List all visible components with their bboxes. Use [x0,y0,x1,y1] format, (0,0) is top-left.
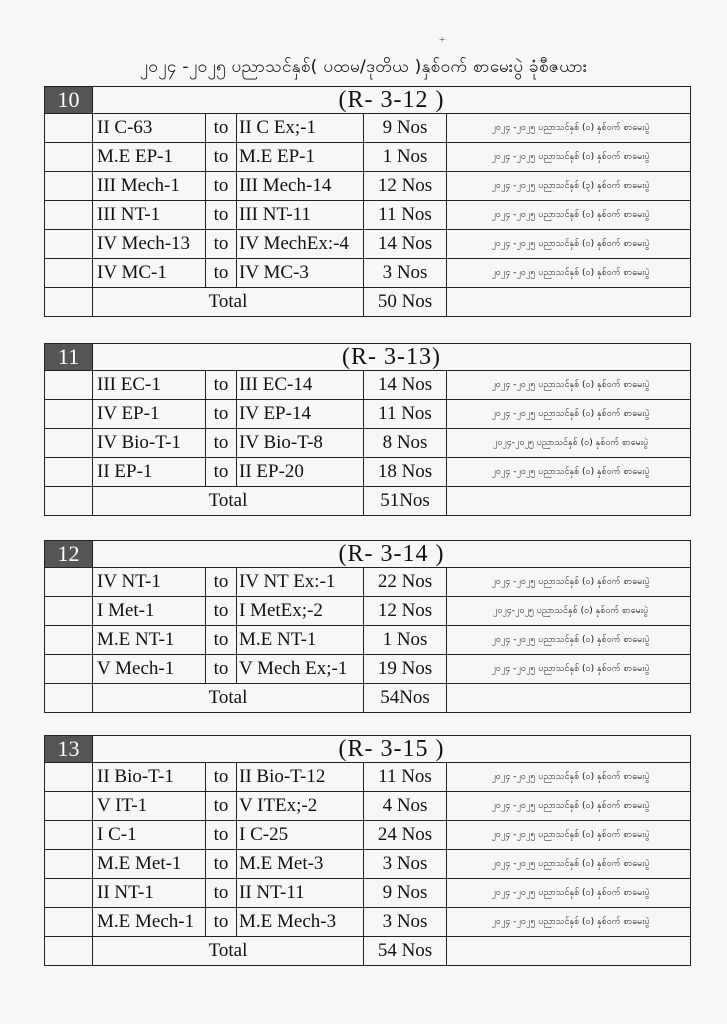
page-title: ၂၀၂၄ -၂၀၂၅ ပညာသင်နှစ်( ပထမ/ဒုတိယ )နှစ်ဝက် စာမေးပွဲ ခုံစီဇယား [139,57,588,77]
table-row [45,371,691,400]
table-row [45,763,691,792]
index-cell [45,172,93,201]
count-cell: 14 Nos [364,230,447,259]
count-cell: 11 Nos [364,763,447,792]
table-row [45,114,691,143]
to-cell: to [206,655,237,684]
roll-end-cell: M.E Mech-3 [237,908,364,937]
roll-end-cell: IV NT Ex:-1 [237,568,364,597]
to-cell: to [206,597,237,626]
index-cell [45,879,93,908]
table-header [45,344,691,371]
seating-table-11 [44,343,691,516]
table-row [45,172,691,201]
count-cell: 11 Nos [364,400,447,429]
table-row [45,568,691,597]
roll-end-cell: V ITEx;-2 [237,792,364,821]
seating-table-13 [44,735,691,966]
roll-end-cell: IV EP-14 [237,400,364,429]
to-cell: to [206,821,237,850]
exam-note-cell: ၂၀၂၄ -၂၀၂၅ ပညာသင်နှစ် (၀) နှစ်ဝက် စာမေးပွဲ [447,458,691,487]
roll-end-cell: III Mech-14 [237,172,364,201]
roll-start-cell: II C-63 [93,114,206,143]
count-cell: 12 Nos [364,172,447,201]
total-row [45,288,691,317]
to-cell: to [206,763,237,792]
total-value: 51Nos [364,487,447,516]
exam-note-cell: ၂၀၂၄ -၂၀၂၅ ပညာသင်နှစ် (၀) နှစ်ဝက် စာမေးပွဲ [447,201,691,230]
roll-end-cell: IV Bio-T-8 [237,429,364,458]
table-row [45,908,691,937]
count-cell: 3 Nos [364,259,447,288]
index-cell [45,201,93,230]
roll-start-cell: IV NT-1 [93,568,206,597]
to-cell: to [206,879,237,908]
roll-start-cell: M.E EP-1 [93,143,206,172]
roll-end-cell: V Mech Ex;-1 [237,655,364,684]
roll-end-cell: II Bio-T-12 [237,763,364,792]
index-cell [45,371,93,400]
count-cell: 22 Nos [364,568,447,597]
count-cell: 18 Nos [364,458,447,487]
exam-note-cell: ၂၀၂၄ -၂၀၂၅ ပညာသင်နှစ် (၀) နှစ်ဝက် စာမေးပွဲ [447,400,691,429]
roll-end-cell: M.E EP-1 [237,143,364,172]
table-row [45,429,691,458]
table-number-badge: 12 [45,541,93,568]
exam-note-cell: ၂၀၂၄ -၂၀၂၅ ပညာသင်နှစ် (၀) နှစ်ဝက် စာမေးပွဲ [447,908,691,937]
index-cell [45,626,93,655]
count-cell: 9 Nos [364,879,447,908]
roll-start-cell: II Bio-T-1 [93,763,206,792]
table-number-badge: 13 [45,736,93,763]
total-label: Total [93,684,364,713]
exam-note-cell: ၂၀၂၄ -၂၀၂၅ ပညာသင်နှစ် (၀) နှစ်ဝက် စာမေးပွဲ [447,371,691,400]
index-cell [45,288,93,317]
index-cell [45,230,93,259]
index-cell [45,487,93,516]
count-cell: 12 Nos [364,597,447,626]
total-value: 54 Nos [364,937,447,966]
exam-note-cell: ၂၀၂၄ -၂၀၂၅ ပညာသင်နှစ် (၀) နှစ်ဝက် စာမေးပွဲ [447,230,691,259]
index-cell [45,763,93,792]
total-value: 54Nos [364,684,447,713]
total-row [45,487,691,516]
to-cell: to [206,908,237,937]
roll-start-cell: IV EP-1 [93,400,206,429]
total-note-cell [447,684,691,713]
exam-note-cell: ၂၀၂၄ -၂၀၂၅ ပညာသင်နှစ် (၀) နှစ်ဝက် စာမေးပွဲ [447,259,691,288]
roll-start-cell: I Met-1 [93,597,206,626]
total-note-cell [447,937,691,966]
count-cell: 3 Nos [364,850,447,879]
count-cell: 3 Nos [364,908,447,937]
exam-note-cell: ၂၀၂၄ -၂၀၂၅ ပညာသင်နှစ် (၀) နှစ်ဝက် စာမေးပွဲ [447,879,691,908]
roll-start-cell: M.E Met-1 [93,850,206,879]
to-cell: to [206,792,237,821]
table-row [45,626,691,655]
count-cell: 14 Nos [364,371,447,400]
table-header [45,87,691,114]
roll-end-cell: M.E Met-3 [237,850,364,879]
exam-note-cell: ၂၀၂၄-၂၀၂၅ ပညာသင်နှစ် (၀) နှစ်ဝက် စာမေးပွဲ [447,597,691,626]
table-row [45,792,691,821]
roll-start-cell: III NT-1 [93,201,206,230]
exam-note-cell: ၂၀၂၄-၂၀၂၅ ပညာသင်နှစ် (၀) နှစ်ဝက် စာမေးပွဲ [447,429,691,458]
count-cell: 19 Nos [364,655,447,684]
count-cell: 4 Nos [364,792,447,821]
roll-end-cell: II NT-11 [237,879,364,908]
index-cell [45,850,93,879]
table-row [45,230,691,259]
table-row [45,850,691,879]
index-cell [45,568,93,597]
index-cell [45,821,93,850]
roll-end-cell: I MetEx;-2 [237,597,364,626]
roll-start-cell: V Mech-1 [93,655,206,684]
exam-note-cell: ၂၀၂၄ -၂၀၂၅ ပညာသင်နှစ် (၀) နှစ်ဝက် စာမေးပွဲ [447,655,691,684]
to-cell: to [206,458,237,487]
table-header [45,541,691,568]
count-cell: 8 Nos [364,429,447,458]
table-header [45,736,691,763]
roll-end-cell: M.E NT-1 [237,626,364,655]
stray-mark: + [439,34,446,46]
table-row [45,259,691,288]
to-cell: to [206,143,237,172]
table-row [45,597,691,626]
roll-end-cell: III NT-11 [237,201,364,230]
count-cell: 11 Nos [364,201,447,230]
index-cell [45,684,93,713]
table-number-badge: 11 [45,344,93,371]
roll-start-cell: I C-1 [93,821,206,850]
to-cell: to [206,371,237,400]
exam-note-cell: ၂၀၂၄ -၂၀၂၅ ပညာသင်နှစ် (၀) နှစ်ဝက် စာမေးပွဲ [447,821,691,850]
to-cell: to [206,626,237,655]
room-title: (R- 3-12 ) [93,87,691,114]
to-cell: to [206,114,237,143]
index-cell [45,597,93,626]
index-cell [45,655,93,684]
exam-note-cell: ၂၀၂၄ -၂၀၂၅ ပညာသင်နှစ် (၀) နှစ်ဝက် စာမေးပွဲ [447,114,691,143]
table-number-badge: 10 [45,87,93,114]
count-cell: 1 Nos [364,626,447,655]
index-cell [45,259,93,288]
to-cell: to [206,850,237,879]
roll-start-cell: IV MC-1 [93,259,206,288]
index-cell [45,458,93,487]
index-cell [45,114,93,143]
to-cell: to [206,259,237,288]
exam-note-cell: ၂၀၂၄ -၂၀၂၅ ပညာသင်နှစ် (၃) နှစ်ဝက် စာမေးပွဲ [447,172,691,201]
to-cell: to [206,568,237,597]
roll-end-cell: I C-25 [237,821,364,850]
to-cell: to [206,429,237,458]
to-cell: to [206,400,237,429]
total-label: Total [93,487,364,516]
room-title: (R- 3-13) [93,344,691,371]
to-cell: to [206,172,237,201]
roll-start-cell: IV Mech-13 [93,230,206,259]
room-title: (R- 3-15 ) [93,736,691,763]
exam-note-cell: ၂၀၂၄ -၂၀၂၅ ပညာသင်နှစ် (၀) နှစ်ဝက် စာမေးပွဲ [447,626,691,655]
index-cell [45,792,93,821]
room-title: (R- 3-14 ) [93,541,691,568]
roll-end-cell: IV MC-3 [237,259,364,288]
total-row [45,937,691,966]
to-cell: to [206,230,237,259]
table-row [45,201,691,230]
roll-start-cell: V IT-1 [93,792,206,821]
roll-end-cell: II EP-20 [237,458,364,487]
to-cell: to [206,201,237,230]
roll-start-cell: III EC-1 [93,371,206,400]
total-value: 50 Nos [364,288,447,317]
roll-start-cell: II NT-1 [93,879,206,908]
exam-note-cell: ၂၀၂၄ -၂၀၂၅ ပညာသင်နှစ် (၀) နှစ်ဝက် စာမေးပွဲ [447,850,691,879]
roll-end-cell: IV MechEx:-4 [237,230,364,259]
roll-start-cell: M.E Mech-1 [93,908,206,937]
count-cell: 9 Nos [364,114,447,143]
index-cell [45,400,93,429]
count-cell: 24 Nos [364,821,447,850]
total-note-cell [447,487,691,516]
roll-end-cell: II C Ex;-1 [237,114,364,143]
roll-end-cell: III EC-14 [237,371,364,400]
table-row [45,400,691,429]
seating-table-12 [44,540,691,713]
table-row [45,655,691,684]
total-label: Total [93,288,364,317]
total-label: Total [93,937,364,966]
total-note-cell [447,288,691,317]
roll-start-cell: II EP-1 [93,458,206,487]
index-cell [45,429,93,458]
table-row [45,821,691,850]
index-cell [45,143,93,172]
count-cell: 1 Nos [364,143,447,172]
roll-start-cell: III Mech-1 [93,172,206,201]
index-cell [45,937,93,966]
exam-note-cell: ၂၀၂၄ -၂၀၂၅ ပညာသင်နှစ် (၀) နှစ်ဝက် စာမေးပွဲ [447,792,691,821]
roll-start-cell: M.E NT-1 [93,626,206,655]
table-row [45,143,691,172]
roll-start-cell: IV Bio-T-1 [93,429,206,458]
table-row [45,458,691,487]
exam-note-cell: ၂၀၂၄ -၂၀၂၅ ပညာသင်နှစ် (၀) နှစ်ဝက် စာမေးပွဲ [447,568,691,597]
table-row [45,879,691,908]
exam-note-cell: ၂၀၂၄ -၂၀၂၅ ပညာသင်နှစ် (၀) နှစ်ဝက် စာမေးပွဲ [447,763,691,792]
seating-table-10 [44,86,691,317]
total-row [45,684,691,713]
exam-note-cell: ၂၀၂၄ -၂၀၂၅ ပညာသင်နှစ် (၀) နှစ်ဝက် စာမေးပွဲ [447,143,691,172]
index-cell [45,908,93,937]
